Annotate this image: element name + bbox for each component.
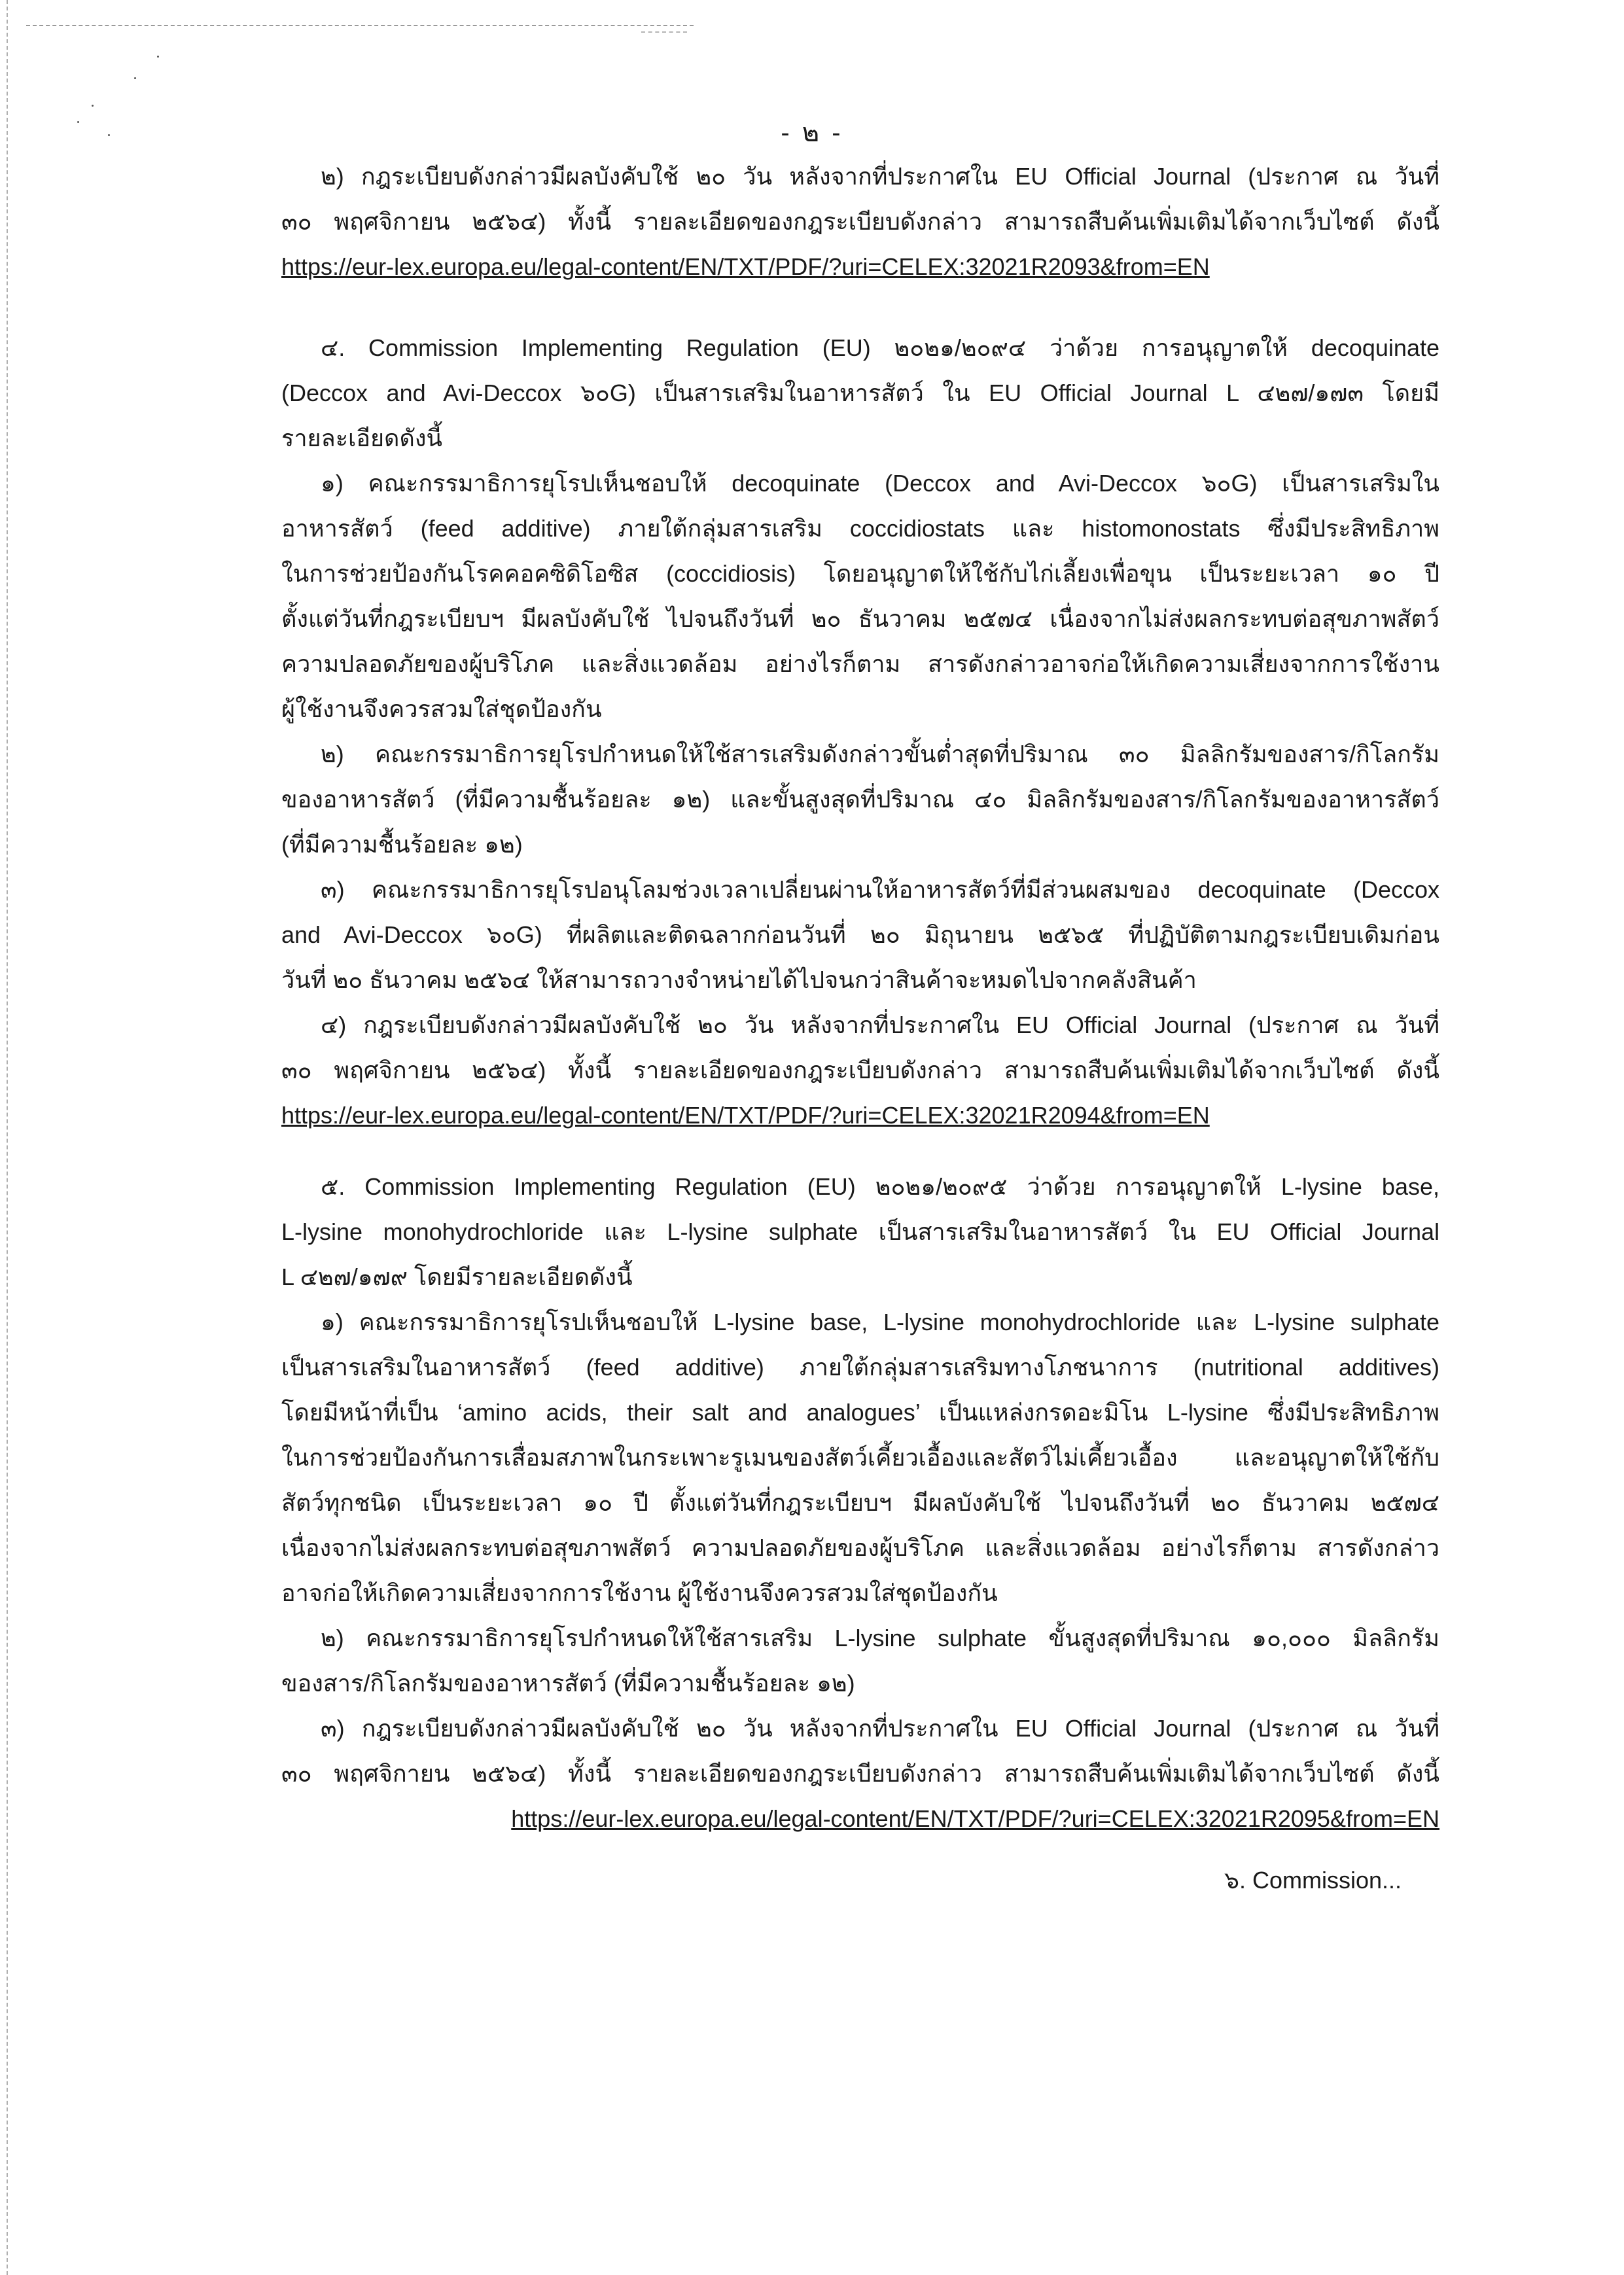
paragraph-line: (ที่มีความชื้นร้อยละ ๑๒) (281, 831, 523, 858)
section-heading-line: ๕. Commission Implementing Regulation (EU) ๒๐๒๑/๒๐๙๕ ว่าด้วย การอนุญาตให้ L-lysine base, (321, 1173, 1439, 1200)
scan-speck (157, 56, 159, 58)
section-heading-line: (Deccox and Avi-Deccox ๖๐G) เป็นสารเสริมในอาหารสัตว์ ใน EU Official Journal L ๔๒๗/๑๗๓ โดยมี (281, 379, 1439, 406)
section-heading-line: L ๔๒๗/๑๗๙ โดยมีรายละเอียดดังนี้ (281, 1263, 633, 1290)
section-heading-line: ๔. Commission Implementing Regulation (EU) ๒๐๒๑/๒๐๙๔ ว่าด้วย การอนุญาตให้ decoquinate (321, 334, 1439, 361)
paragraph-line: วันที่ ๒๐ ธันวาคม ๒๕๖๔ ให้สามารถวางจำหน่ายได้ไปจนกว่าสินค้าจะหมดไปจากคลังสินค้า (281, 966, 1197, 993)
paragraph-line: เป็นสารเสริมในอาหารสัตว์ (feed additive) ภายใต้กลุ่มสารเสริมทางโภชนาการ (nutritional additives) (281, 1354, 1439, 1381)
document-body (281, 154, 1439, 1841)
paragraph-line: ๑) คณะกรรมาธิการยุโรปเห็นชอบให้ decoquinate (Deccox and Avi-Deccox ๖๐G) เป็นสารเสริมใน (321, 470, 1439, 497)
section-heading-line: L-lysine monohydrochloride และ L-lysine sulphate เป็นสารเสริมในอาหารสัตว์ ใน EU Official Journal (281, 1218, 1439, 1245)
section3-item2 (281, 154, 1439, 289)
scan-top-rule-fragment (641, 31, 687, 33)
section5 (281, 1164, 1439, 1841)
paragraph-line: ๑) คณะกรรมาธิการยุโรปเห็นชอบให้ L-lysine base, L-lysine monohydrochloride และ L-lysine sulphate (321, 1309, 1439, 1335)
paragraph-line: ๓๐ พฤศจิกายน ๒๕๖๔) ทั้งนี้ รายละเอียดของกฎระเบียบดังกล่าว สามารถสืบค้นเพิ่มเติมได้จากเว็บไซต์ ดังนี้ (281, 208, 1439, 235)
paragraph-line: ๓) กฎระเบียบดังกล่าวมีผลบังคับใช้ ๒๐ วัน หลังจากที่ประกาศใน EU Official Journal (ประกาศ ณ วันที่ (321, 1715, 1439, 1742)
scan-speck (134, 77, 136, 79)
paragraph-line: ความปลอดภัยของผู้บริโภค และสิ่งแวดล้อม อย่างไรก็ตาม สารดังกล่าวอาจก่อให้เกิดความเสี่ยงจากการใช้งาน (281, 650, 1439, 677)
section4 (281, 325, 1439, 1138)
reference-link[interactable]: https://eur-lex.europa.eu/legal-content/EN/TXT/PDF/?uri=CELEX:32021R2095&from=EN (511, 1805, 1439, 1832)
paragraph-line: เนื่องจากไม่ส่งผลกระทบต่อสุขภาพสัตว์ ความปลอดภัยของผู้บริโภค และสิ่งแวดล้อม อย่างไรก็ตาม สารดังกล่าว (281, 1534, 1439, 1561)
paragraph-line: ในการช่วยป้องกันการเสื่อมสภาพในกระเพาะรูเมนของสัตว์เคี้ยวเอื้องและสัตว์ไม่เคี้ยวเอื้อง และอนุญาตให้ใช้กับ (281, 1444, 1439, 1471)
paragraph-line: ๒) คณะกรรมาธิการยุโรปกำหนดให้ใช้สารเสริมดังกล่าวขั้นต่ำสุดที่ปริมาณ ๓๐ มิลลิกรัมของสาร/กิโลกรัม (321, 741, 1439, 767)
paragraph-line: อาจก่อให้เกิดความเสี่ยงจากการใช้งาน ผู้ใช้งานจึงควรสวมใส่ชุดป้องกัน (281, 1579, 998, 1606)
paragraph-line: ๔) กฎระเบียบดังกล่าวมีผลบังคับใช้ ๒๐ วัน หลังจากที่ประกาศใน EU Official Journal (ประกาศ ณ วันที่ (321, 1012, 1439, 1038)
paragraph-line: ของสาร/กิโลกรัมของอาหารสัตว์ (ที่มีความชื้นร้อยละ ๑๒) (281, 1670, 855, 1697)
paragraph-line: สัตว์ทุกชนิด เป็นระยะเวลา ๑๐ ปี ตั้งแต่วันที่กฎระเบียบฯ มีผลบังคับใช้ ไปจนถึงวันที่ ๒๐ ธันวาคม ๒๕๗๔ (281, 1489, 1439, 1516)
paragraph-line: อาหารสัตว์ (feed additive) ภายใต้กลุ่มสารเสริม coccidiostats และ histomonostats ซึ่งมีประสิทธิภาพ (281, 515, 1439, 542)
scan-top-rule (26, 25, 694, 26)
reference-link[interactable]: https://eur-lex.europa.eu/legal-content/EN/TXT/PDF/?uri=CELEX:32021R2094&from=EN (281, 1102, 1210, 1129)
paragraph-line: ๒) คณะกรรมาธิการยุโรปกำหนดให้ใช้สารเสริม L-lysine sulphate ขั้นสูงสุดที่ปริมาณ ๑๐,๐๐๐ มิลลิกรัม (321, 1625, 1439, 1651)
scan-speck (92, 105, 94, 107)
paragraph-line: โดยมีหน้าที่เป็น ‘amino acids, their salt and analogues’ เป็นแหล่งกรดอะมิโน L-lysine ซึ่งมีประสิทธิภาพ (281, 1399, 1439, 1426)
paragraph-line: ๓) คณะกรรมาธิการยุโรปอนุโลมช่วงเวลาเปลี่ยนผ่านให้อาหารสัตว์ที่มีส่วนผสมของ decoquinate (Deccox (321, 876, 1439, 903)
paragraph-line: and Avi-Deccox ๖๐G) ที่ผลิตและติดฉลากก่อนวันที่ ๒๐ มิถุนายน ๒๕๖๕ ที่ปฏิบัติตามกฎระเบียบเดิมก่อน (281, 921, 1439, 948)
paragraph-line: ผู้ใช้งานจึงควรสวมใส่ชุดป้องกัน (281, 696, 602, 722)
paragraph-line: ในการช่วยป้องกันโรคคอคซิดิโอซิส (coccidiosis) โดยอนุญาตให้ใช้กับไก่เลี้ยงเพื่อขุน เป็นระยะเวลา ๑๐ ปี (281, 560, 1439, 587)
continuation-marker: ๖. Commission... (1224, 1867, 1402, 1894)
paragraph-line: ตั้งแต่วันที่กฎระเบียบฯ มีผลบังคับใช้ ไปจนถึงวันที่ ๒๐ ธันวาคม ๒๕๗๔ เนื่องจากไม่ส่งผลกระทบต่อสุขภาพสัตว์ (281, 605, 1439, 632)
paragraph-line: ของอาหารสัตว์ (ที่มีความชื้นร้อยละ ๑๒) และขั้นสูงสุดที่ปริมาณ ๔๐ มิลลิกรัมของสาร/กิโลกรัมของอาหารสัตว์ (281, 786, 1439, 813)
paragraph-line: ๓๐ พฤศจิกายน ๒๕๖๔) ทั้งนี้ รายละเอียดของกฎระเบียบดังกล่าว สามารถสืบค้นเพิ่มเติมได้จากเว็บไซต์ ดังนี้ (281, 1057, 1439, 1084)
paragraph-line: ๒) กฎระเบียบดังกล่าวมีผลบังคับใช้ ๒๐ วัน หลังจากที่ประกาศใน EU Official Journal (ประกาศ ณ วันที่ (321, 163, 1439, 190)
section-heading-line: รายละเอียดดังนี้ (281, 425, 443, 451)
paragraph-line: ๓๐ พฤศจิกายน ๒๕๖๔) ทั้งนี้ รายละเอียดของกฎระเบียบดังกล่าว สามารถสืบค้นเพิ่มเติมได้จากเว็บไซต์ ดังนี้ (281, 1760, 1439, 1787)
page-number: - ๒ - (781, 118, 843, 147)
reference-link[interactable]: https://eur-lex.europa.eu/legal-content/EN/TXT/PDF/?uri=CELEX:32021R2093&from=EN (281, 253, 1210, 280)
scan-left-edge (7, 0, 8, 2275)
